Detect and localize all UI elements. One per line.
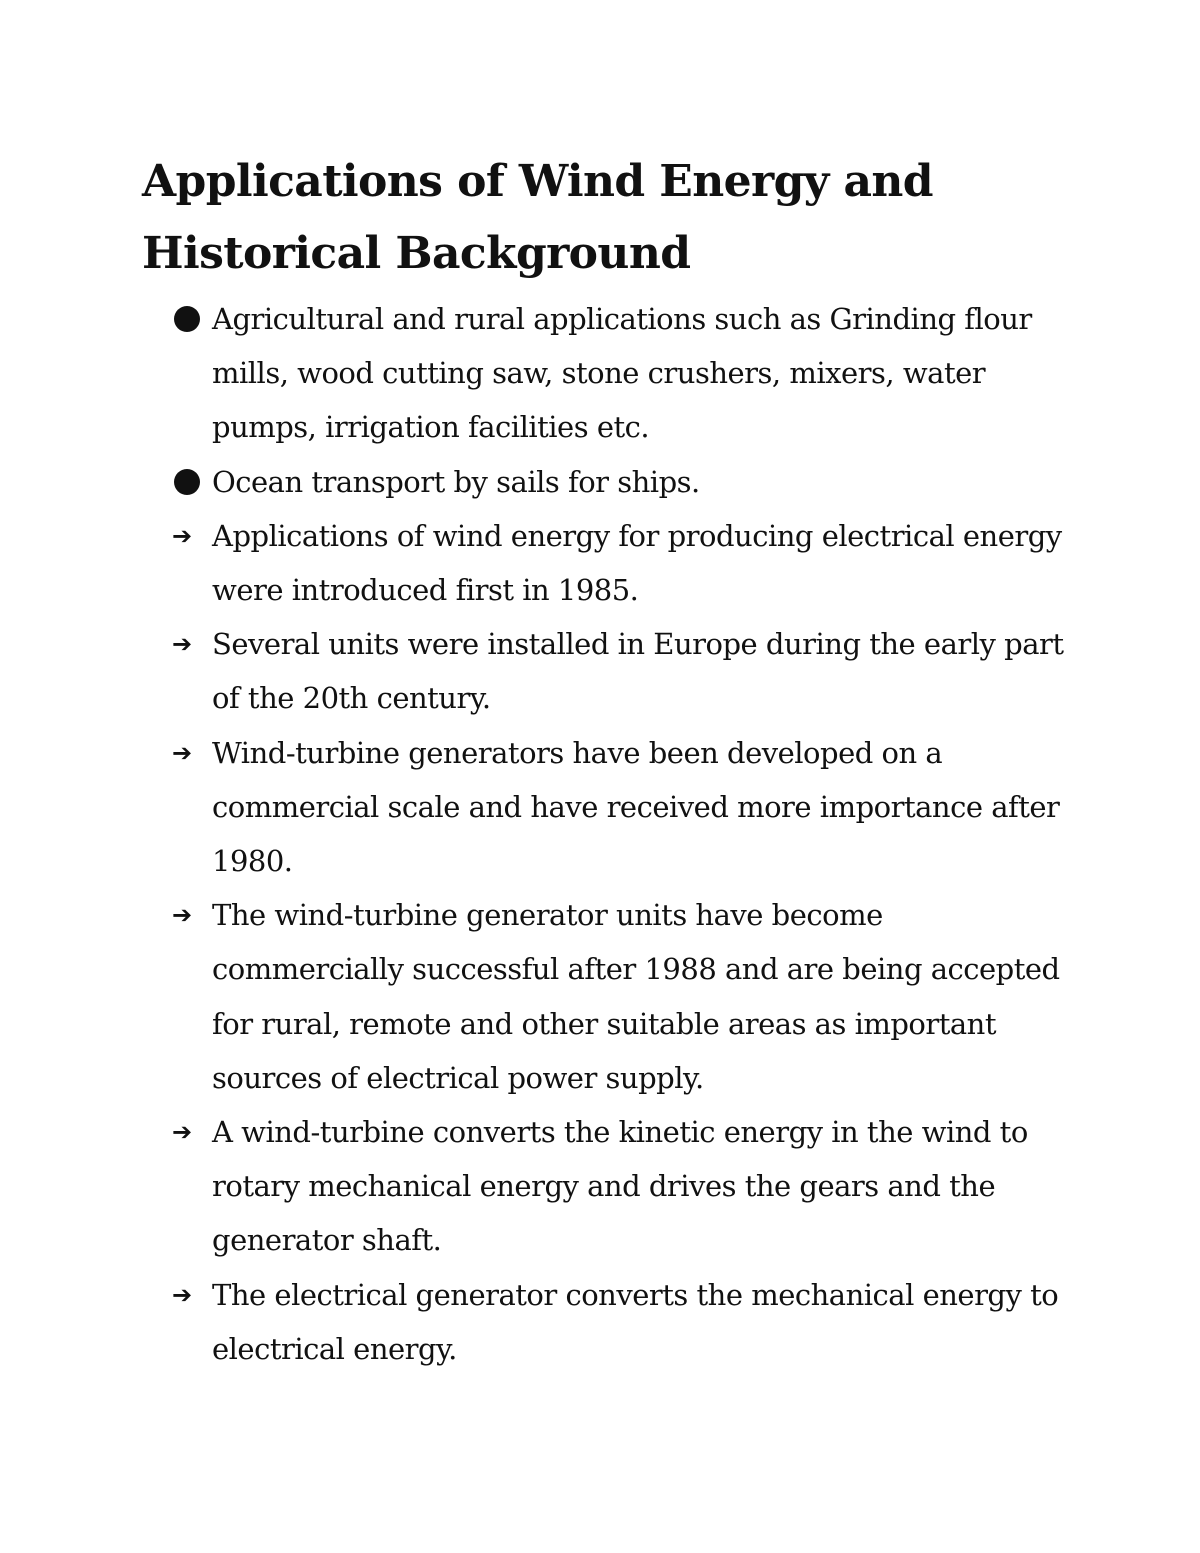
arrow-icon: ➔ (172, 901, 192, 930)
content-list (172, 292, 1072, 1376)
list-item (172, 455, 1072, 509)
list-item-text: A wind-turbine converts the kinetic energy in the wind to rotary mechanical energy and drives the gears and the generator shaft. (212, 1115, 1028, 1258)
arrow-icon: ➔ (172, 630, 192, 659)
list-item-text: The wind-turbine generator units have become commercially successful after 1988 and are being accepted for rural, remote and other suitable areas as important sources of electrical power supply. (212, 898, 1060, 1095)
page-title: Applications of Wind Energy and Historical Background (142, 156, 933, 279)
list-item-text: Ocean transport by sails for ships. (212, 464, 700, 499)
list-item (172, 509, 1072, 617)
list-item-text: The electrical generator converts the mechanical energy to electrical energy. (212, 1277, 1059, 1366)
list-item-text: Several units were installed in Europe during the early part of the 20th century. (212, 627, 1064, 716)
list-item (172, 726, 1072, 889)
list-item-text: Agricultural and rural applications such as Grinding flour mills, wood cutting saw, stone crushers, mixers, water pumps, irrigation facilities etc. (212, 302, 1032, 445)
arrow-icon: ➔ (172, 1118, 192, 1147)
list-item (172, 1268, 1072, 1376)
arrow-icon: ➔ (172, 1280, 192, 1309)
list-item (172, 292, 1072, 455)
list-item-text: Wind-turbine generators have been developed on a commercial scale and have received more importance after 1980. (212, 735, 1060, 879)
list-item (172, 617, 1072, 725)
bullet-icon (172, 292, 212, 346)
arrow-icon: ➔ (172, 521, 192, 550)
arrow-icon: ➔ (172, 738, 192, 767)
bullet-icon (172, 455, 212, 509)
list-item (172, 888, 1072, 1105)
list-item-text: Applications of wind energy for producing electrical energy were introduced first in 1985. (212, 518, 1062, 608)
list-item (172, 1105, 1072, 1268)
